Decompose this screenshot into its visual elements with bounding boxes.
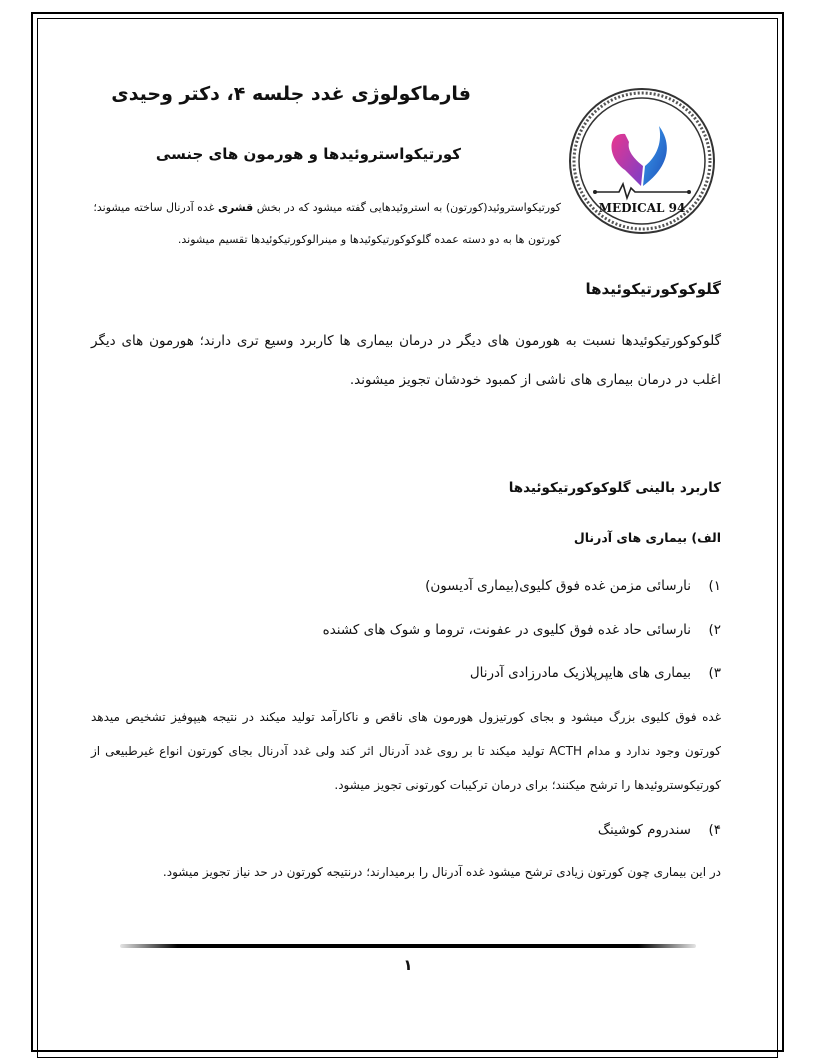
page-subtitle: کورتیکواستروئیدها و هورمون های جنسی — [155, 145, 461, 163]
subheading-adrenal-diseases: الف) بیماری های آدرنال — [573, 530, 721, 545]
glucocorticoids-paragraph: گلوکوکورتیکوئیدها نسبت به هورمون های دیگر در درمان بیماری ها کاربرد وسیع تری دارند؛ هورمون های دیگر اغلب در درمان بیماری های ناشی از کمبود خودشان تجویز میشوند. — [91, 333, 721, 388]
intro-text-2: غده آدرنال ساخته میشوند؛ کورتون ها به دو دسته عمده گلوکوکورتیکوئیدها و مینرالوکورتیکوئیدها تقسیم میشوند. — [93, 201, 561, 246]
section-heading-glucocorticoids: گلوکوکورتیکوئیدها — [585, 280, 721, 298]
list-item: ۲)نارسائی حاد غده فوق کلیوی در عفونت، تروما و شوک های کشنده — [322, 622, 721, 638]
footer-divider — [120, 944, 696, 948]
list-item: ۳)بیماری های هایپرپلازیک مادرزادی آدرنال — [469, 665, 721, 681]
section-heading-clinical-use: کاربرد بالینی گلوکوکورتیکوئیدها — [508, 480, 721, 496]
list-item: ۴)سندروم کوشینگ — [597, 822, 721, 838]
medical-94-logo — [567, 86, 717, 236]
intro-bold-term: قشری — [217, 201, 254, 214]
item4-description: در این بیماری چون کورتون زیادی ترشح میشود غده آدرنال را برمیدارند؛ درنتیجه کورتون در حد نیاز تجویز میشود. — [162, 865, 721, 879]
page-title: فارماکولوژی غدد جلسه ۴، دکتر وحیدی — [111, 83, 471, 105]
intro-text-1: کورتیکواستروئید(کورتون) به استروئیدهایی گفته میشود که در بخش — [253, 201, 561, 214]
intro-paragraph — [81, 192, 561, 256]
list-item: ۱)نارسائی مزمن غده فوق کلیوی(بیماری آدیسون) — [425, 578, 721, 594]
svg-text:MEDICAL 94: MEDICAL 94 — [598, 201, 686, 215]
item3-description: غده فوق کلیوی بزرگ میشود و بجای کورتیزول هورمون های ناقص و ناکارآمد تولید میکند در نتیجه هیپوفیز تشخیص میدهد کورتون وجود ندارد و مدام ACTH تولید میکند تا بر روی غدد آدرنال اثر کند ولی غدد آدرنال بجای کورتون انواع غیرطبیعی از کورتیکوستروئیدها را ترشح میکنند؛ برای درمان ترکیبات کورتونی تجویز میشود. — [91, 710, 721, 792]
page-number: ۱ — [403, 956, 413, 974]
